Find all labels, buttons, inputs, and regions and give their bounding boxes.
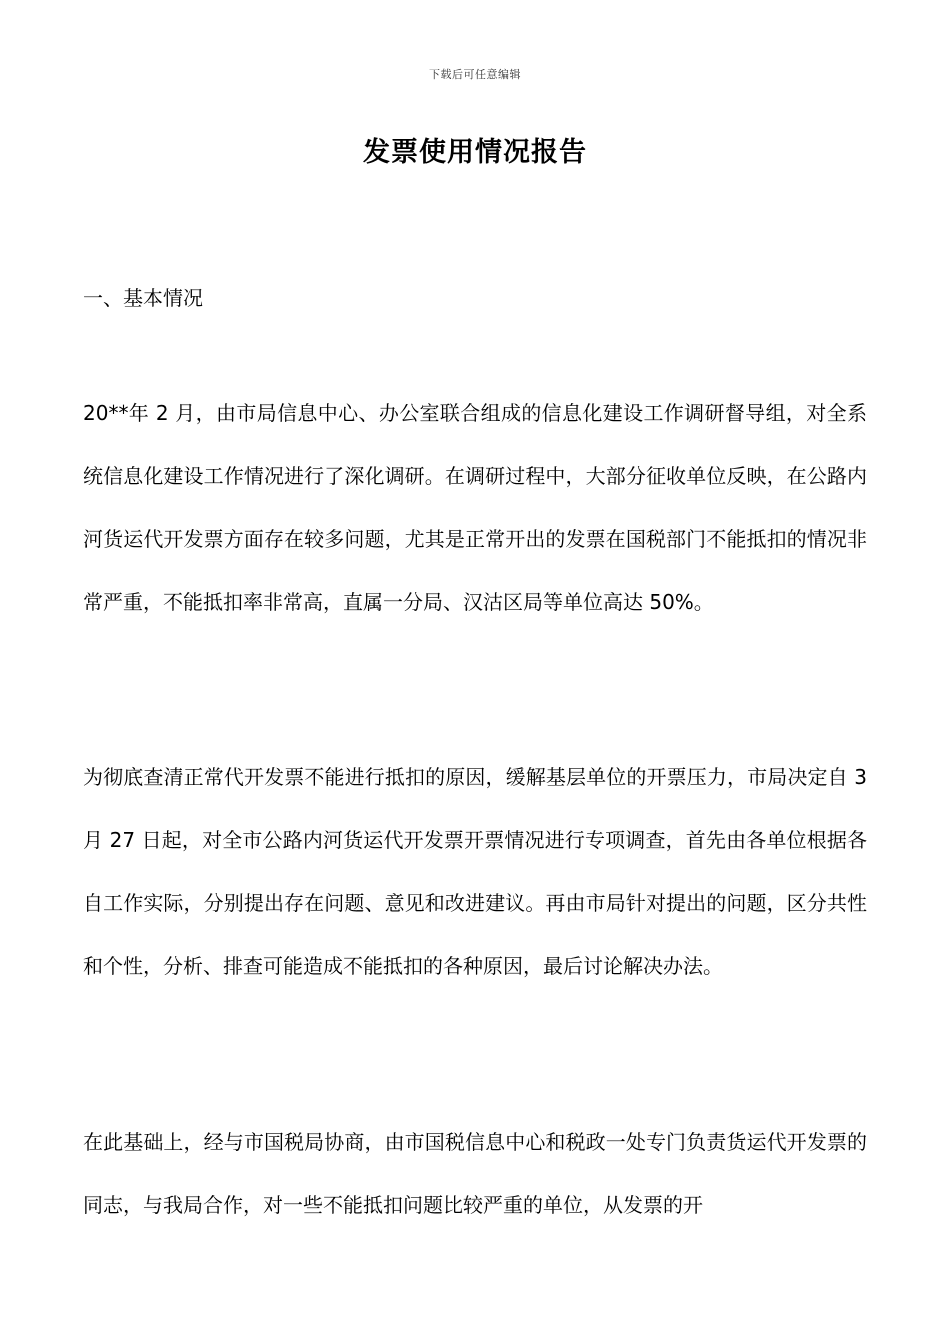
paragraph-2: 为彻底查清正常代开发票不能进行抵扣的原因，缓解基层单位的开票压力，市局决定自 3 月 27 日起，对全市公路内河货运代开发票开票情况进行专项调查，首先由各单位根据各自工作实际，分别提出存在问题、意见和改进建议。再由市局针对提出的问题，区分共性和个性，分析、排查可能造成不能抵扣的各种原因，最后讨论解决办法。 [83,765,867,978]
section-heading-basic-info: 一、基本情况 [83,286,203,310]
header-note: 下载后可任意编辑 [429,68,521,81]
document-title: 发票使用情况报告 [363,137,587,168]
paragraph-1: 20**年 2 月，由市局信息中心、办公室联合组成的信息化建设工作调研督导组，对全系统信息化建设工作情况进行了深化调研。在调研过程中，大部分征收单位反映，在公路内河货运代开发票方面存在较多问题，尤其是正常开出的发票在国税部门不能抵扣的情况非常严重，不能抵扣率非常高，直属一分局、汉沽区局等单位高达 50%。 [83,401,867,614]
paragraph-3: 在此基础上，经与市国税局协商，由市国税信息中心和税政一处专门负责货运代开发票的同志，与我局合作，对一些不能抵扣问题比较严重的单位，从发票的开 [83,1130,867,1217]
